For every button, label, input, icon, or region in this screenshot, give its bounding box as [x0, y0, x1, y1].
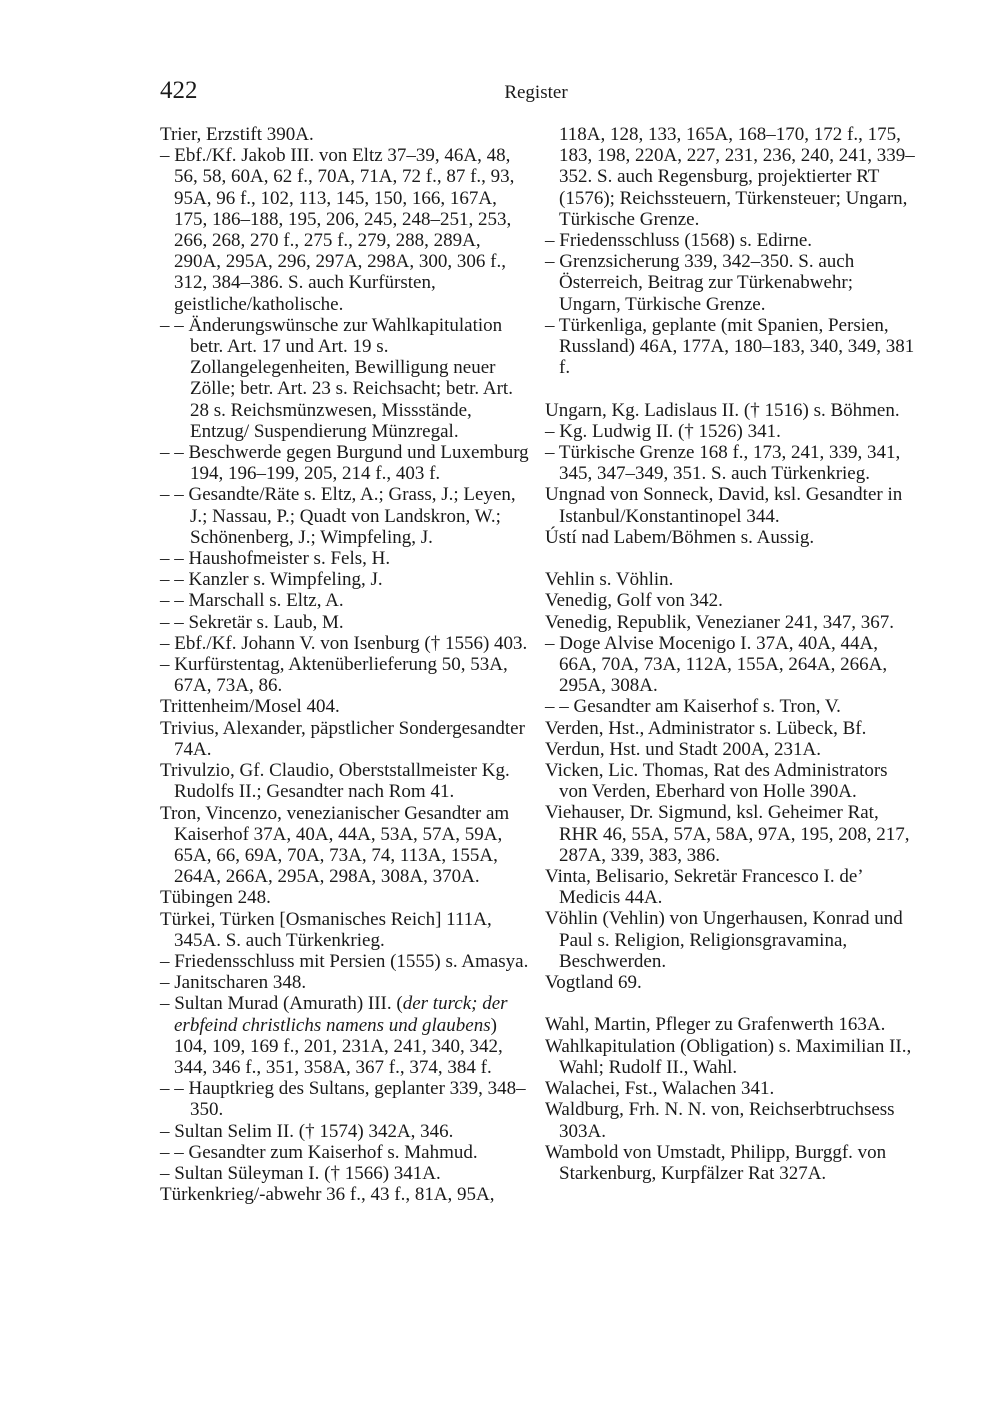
- index-entry: [160, 909, 530, 951]
- entry-text: – Doge Alvise Mocenigo I. 37A, 40A, 44A, 66A, 70A, 73A, 112A, 155A, 264A, 266A, 295A, 308A.: [545, 632, 888, 697]
- entry-text: Wahlkapitulation (Obligation) s. Maximilian II., Wahl; Rudolf II., Wahl.: [545, 1035, 912, 1078]
- index-entry: [545, 739, 915, 760]
- entry-text: – – Gesandter zum Kaiserhof s. Mahmud.: [160, 1141, 478, 1163]
- entry-text: – – Hauptkrieg des Sultans, geplanter 339, 348–350.: [160, 1078, 526, 1121]
- entry-text: Wahl, Martin, Pfleger zu Grafenwerth 163A.: [545, 1014, 886, 1036]
- entry-text: Vinta, Belisario, Sekretär Francesco I. de’ Medicis 44A.: [545, 866, 863, 909]
- index-entry: [160, 972, 530, 993]
- index-entry: [545, 569, 915, 590]
- entry-text: Türkei, Türken [Osmanisches Reich] 111A, 345A. S. auch Türkenkrieg.: [160, 908, 492, 951]
- entry-text: – Grenzsicherung 339, 342–350. S. auch Österreich, Beitrag zur Türkenabwehr; Ungarn, Türkische Grenze.: [545, 251, 855, 315]
- index-entry: [545, 866, 915, 908]
- index-entry: [160, 1163, 530, 1184]
- left-column: [160, 124, 530, 1205]
- index-entry: [160, 484, 530, 548]
- index-entry: [160, 315, 530, 442]
- index-entry: [160, 760, 530, 802]
- entry-spacer: [545, 548, 915, 569]
- entry-text: Wambold von Umstadt, Philipp, Burggf. von Starkenburg, Kurpfälzer Rat 327A.: [545, 1141, 887, 1184]
- index-entry: [545, 1078, 915, 1099]
- index-entry: [545, 1099, 915, 1141]
- index-entry: [160, 548, 530, 569]
- index-entry: [160, 590, 530, 611]
- entry-text: – – Gesandte/Räte s. Eltz, A.; Grass, J.; Leyen, J.; Nassau, P.; Quadt von Landskron, W.; Schönenberg, J.; Wimpfeling, J.: [160, 484, 516, 548]
- index-entry: [545, 230, 915, 251]
- entry-text: – Friedensschluss mit Persien (1555) s. Amasya.: [160, 950, 529, 972]
- entry-text: – Sultan Süleyman I. († 1566) 341A.: [160, 1162, 441, 1184]
- entry-text: Ústí nad Labem/Böhmen s. Aussig.: [545, 526, 815, 548]
- entry-text: – – Kanzler s. Wimpfeling, J.: [160, 569, 383, 591]
- entry-text: Waldburg, Frh. N. N. von, Reichserbtruchsess 303A.: [545, 1099, 895, 1142]
- entry-text: – Ebf./Kf. Johann V. von Isenburg († 1556) 403.: [160, 632, 528, 654]
- index-entry: [545, 908, 915, 972]
- index-entry: [545, 1014, 915, 1035]
- entry-spacer: [545, 378, 915, 399]
- index-entry: [545, 718, 915, 739]
- entry-text: – Ebf./Kf. Jakob III. von Eltz 37–39, 46A, 48, 56, 58, 60A, 62 f., 70A, 71A, 72 f., 87 f., 93, 95A, 96 f., 102, 113, 145, 150, 166, 167A, 175, 186–188, 195, 206, 245, 248–251, 253, 266, 268, 270 f., 275 f., 279, 288, 289A, 290A, 295A, 296, 297A, 298A, 300, 306 f., 312, 384–386. S. auch Kurfürsten, geistliche/katholische.: [160, 145, 515, 315]
- entry-text: Verdun, Hst. und Stadt 200A, 231A.: [545, 738, 822, 760]
- index-entry: [160, 1142, 530, 1163]
- entry-text: – Janitscharen 348.: [160, 972, 307, 994]
- entry-text: Trivulzio, Gf. Claudio, Oberststallmeister Kg. Rudolfs II.; Gesandter nach Rom 41.: [160, 760, 510, 803]
- entry-text: – – Sekretär s. Laub, M.: [160, 611, 344, 633]
- index-entry: [160, 696, 530, 717]
- index-entry: [160, 993, 530, 1078]
- entry-text: – – Beschwerde gegen Burgund und Luxemburg 194, 196–199, 205, 214 f., 403 f.: [160, 442, 529, 485]
- entry-text: – – Änderungswünsche zur Wahlkapitulation betr. Art. 17 und Art. 19 s. Zollangelegenheiten, Bewilligung neuer Zölle; betr. Art. 23 s. Reichsacht; betr. Art. 28 s. Reichsmünzwesen, Missstände, Entzug/ Suspendierung Münzregal.: [160, 314, 513, 442]
- entry-text: – – Gesandter am Kaiserhof s. Tron, V.: [545, 696, 841, 718]
- index-entry: [545, 315, 915, 379]
- entry-text: Verden, Hst., Administrator s. Lübeck, Bf.: [545, 717, 867, 739]
- entry-text: Vogtland 69.: [545, 972, 642, 994]
- entry-text: Vicken, Lic. Thomas, Rat des Administrators von Verden, Eberhard von Holle 390A.: [545, 760, 888, 803]
- entry-text-after: ) 104, 109, 169 f., 201, 231A, 241, 340, 342, 344, 346 f., 351, 358A, 367 f., 374, 384 f.: [174, 1014, 503, 1078]
- entry-text: Vehlin s. Vöhlin.: [545, 569, 674, 591]
- index-entry: [160, 612, 530, 633]
- entry-text: Vöhlin (Vehlin) von Ungerhausen, Konrad und Paul s. Religion, Religionsgravamina, Beschwerden.: [545, 908, 903, 972]
- index-entry: [545, 1142, 915, 1184]
- entry-text: Venedig, Golf von 342.: [545, 590, 723, 612]
- entry-text: – – Marschall s. Eltz, A.: [160, 590, 344, 612]
- index-entry: [545, 442, 915, 484]
- index-entry: [545, 484, 915, 526]
- index-entry: [545, 527, 915, 548]
- entry-text: – Türkenliga, geplante (mit Spanien, Persien, Russland) 46A, 177A, 180–183, 340, 349, 381 f.: [545, 314, 915, 379]
- entry-text: Walachei, Fst., Walachen 341.: [545, 1078, 775, 1100]
- index-entry: [545, 251, 915, 315]
- entry-text: Tübingen 248.: [160, 887, 271, 909]
- index-entry: [160, 1121, 530, 1142]
- index-entry: [160, 569, 530, 590]
- entry-text: Trittenheim/Mosel 404.: [160, 696, 340, 718]
- entry-spacer: [545, 993, 915, 1014]
- page-number: 422: [160, 77, 198, 104]
- right-column: [545, 124, 915, 1184]
- index-entry: [160, 633, 530, 654]
- entry-text: Trivius, Alexander, päpstlicher Sondergesandter 74A.: [160, 717, 525, 760]
- index-entry: [160, 124, 530, 145]
- entry-text: – Kurfürstentag, Aktenüberlieferung 50, 53A, 67A, 73A, 86.: [160, 654, 508, 697]
- entry-italic-text: der turck; der erbfeind christlichs namens und glaubens: [174, 993, 508, 1036]
- index-entry: [160, 887, 530, 908]
- entry-text: Ungnad von Sonneck, David, ksl. Gesandter in Istanbul/Konstantinopel 344.: [545, 484, 903, 527]
- entry-text: – Friedensschluss (1568) s. Edirne.: [545, 230, 813, 252]
- index-entry: [545, 590, 915, 611]
- index-entry: [545, 760, 915, 802]
- index-entry: [160, 145, 530, 315]
- index-entry: [160, 718, 530, 760]
- index-entry: [545, 612, 915, 633]
- entry-text: Türkenkrieg/-abwehr 36 f., 43 f., 81A, 95A,: [160, 1184, 495, 1206]
- index-entry: [545, 124, 915, 230]
- index-entry: [545, 972, 915, 993]
- index-entry: [160, 951, 530, 972]
- index-entry: [160, 803, 530, 888]
- entry-text: Trier, Erzstift 390A.: [160, 124, 314, 145]
- entry-text: Ungarn, Kg. Ladislaus II. († 1516) s. Böhmen.: [545, 399, 900, 421]
- entry-text: – – Haushofmeister s. Fels, H.: [160, 548, 391, 570]
- entry-text: – Türkische Grenze 168 f., 173, 241, 339, 341, 345, 347–349, 351. S. auch Türkenkrieg.: [545, 442, 901, 485]
- index-entry: [160, 654, 530, 696]
- index-entry: [160, 442, 530, 484]
- entry-text: – Kg. Ludwig II. († 1526) 341.: [545, 420, 781, 442]
- entry-text: Venedig, Republik, Venezianer 241, 347, 367.: [545, 611, 894, 633]
- index-entry: [545, 400, 915, 421]
- index-entry: [545, 421, 915, 442]
- entry-text: Tron, Vincenzo, venezianischer Gesandter am Kaiserhof 37A, 40A, 44A, 53A, 57A, 59A, 65A, 66, 69A, 70A, 73A, 74, 113A, 155A, 264A, 266A, 295A, 298A, 308A, 370A.: [160, 802, 510, 888]
- index-entry: [545, 696, 915, 717]
- entry-text: – Sultan Murad (Amurath) III. (: [160, 993, 403, 1015]
- index-entry: [160, 1078, 530, 1120]
- running-head: Register: [504, 82, 568, 103]
- index-entry: [545, 802, 915, 866]
- index-entry: [160, 1184, 530, 1205]
- entry-text: Viehauser, Dr. Sigmund, ksl. Geheimer Rat, RHR 46, 55A, 57A, 58A, 97A, 195, 208, 217, 287A, 339, 383, 386.: [545, 802, 910, 866]
- entry-text: – Sultan Selim II. († 1574) 342A, 346.: [160, 1120, 454, 1142]
- entry-text: 118A, 128, 133, 165A, 168–170, 172 f., 175, 183, 198, 220A, 227, 231, 236, 240, 241, 339–352. S. auch Regensburg, projektierter RT (1576); Reichssteuern, Türkensteuer; Ungarn, Türkische Grenze.: [559, 124, 915, 230]
- index-entry: [545, 1036, 915, 1078]
- index-entry: [545, 633, 915, 697]
